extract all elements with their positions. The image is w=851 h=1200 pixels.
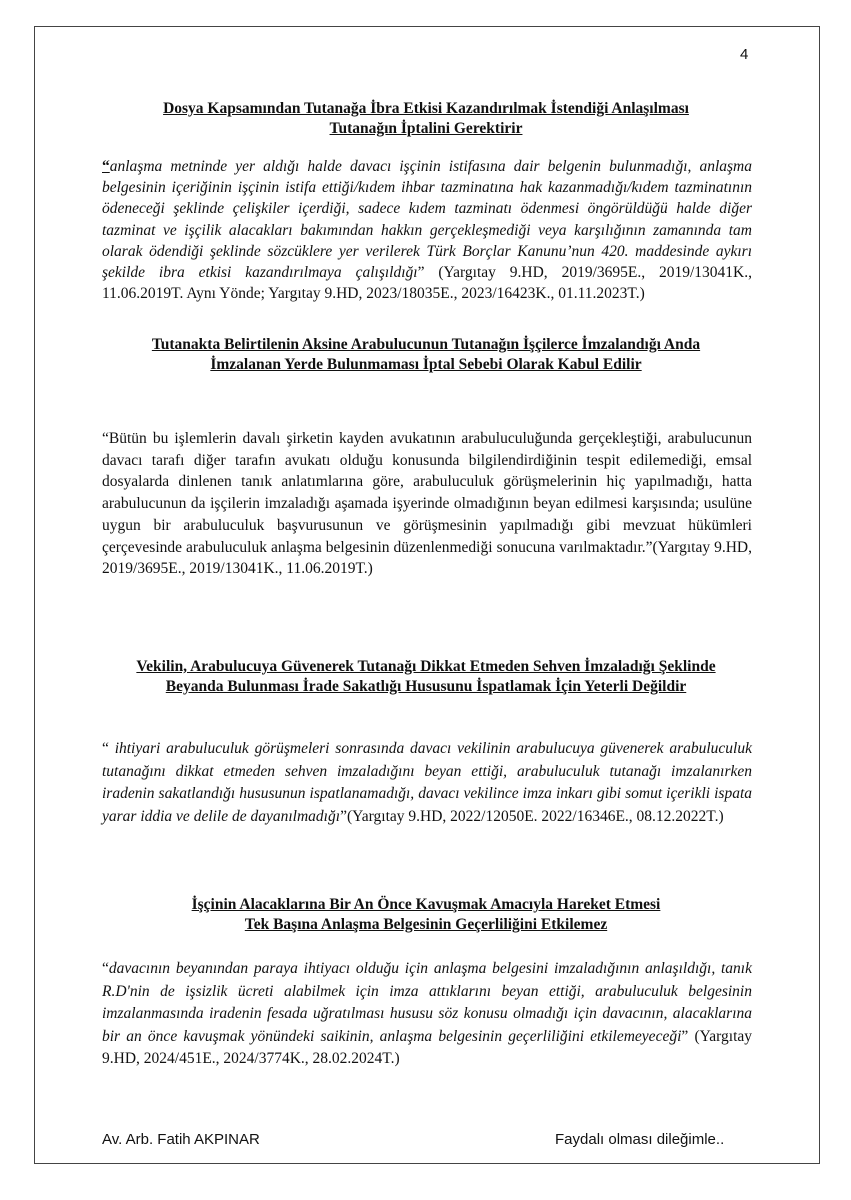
section-4-citation: ” (Yargıtay 9.HD, 2024/451E., 2024/3774K., 28.02.2024T.)	[102, 1027, 753, 1067]
section-3-citation: ”(Yargıtay 9.HD, 2022/12050E. 2022/16346E., 08.12.2022T.)	[340, 807, 724, 825]
section-4-heading-line-1: İşçinin Alacaklarına Bir An Önce Kavuşmak Amacıyla Hareket Etmesi	[191, 896, 661, 913]
section-2-text: “Bütün bu işlemlerin davalı şirketin kayden avukatının arabuluculuğunda gerçekleştiği, arabulucunun davacı tarafı diğer tarafın avukatı olduğu konusunda bilgilendirdiğinin tespit edilemediği, emsal dosyalarda dinlenen tanık anlatımlarına göre, arabuluculuk görüşmelerinin hiç yapılmadığı, hatta arabulucunun da işçilerin imzaladığı aşamada işyerinde olmadığının beyan edilmesi karşısında; usulüne uygun bir arabuluculuk başvurusunun ve görüşmesinin yapılmadığı gibi mevzuat hükümleri çerçevesinde arabuluculuk anlaşma belgesinin düzenlenmediği sonucuna varılmaktadır.”(Yargıtay 9.HD, 2019/3695E., 2019/13041K., 11.06.2019T.)	[102, 430, 752, 578]
section-1-heading-line-2: Tutanağın İptalini Gerektirir	[329, 120, 523, 137]
section-3-heading	[100, 657, 752, 697]
section-4-heading	[100, 895, 752, 935]
section-3-heading-line-2: Beyanda Bulunması İrade Sakatlığı Hususunu İspatlamak İçin Yeterli Değildir	[165, 678, 687, 695]
section-4-quote	[102, 958, 752, 1071]
section-3-heading-line-1: Vekilin, Arabulucuya Güvenerek Tutanağı Dikkat Etmeden Sehven İmzaladığı Şeklinde	[136, 658, 716, 675]
section-2-quote	[102, 428, 752, 580]
section-1-quote	[102, 156, 752, 304]
section-1-heading	[100, 99, 752, 139]
section-3-quote	[102, 738, 752, 828]
section-1-quote-open: “	[102, 158, 110, 175]
section-1-citation: ” (Yargıtay 9.HD, 2019/3695E., 2019/13041K., 11.06.2019T. Aynı Yönde; Yargıtay 9.HD, 2023/18035E., 2023/16423K., 01.11.2023T.)	[102, 264, 752, 303]
section-3-quote-open: “	[102, 740, 115, 757]
section-4-italic-text: davacının beyanından paraya ihtiyacı olduğu için anlaşma belgesini imzaladığının anlaşıldığı, tanık R.D'nin de işsizlik ücreti alabilmek için imza attıklarını beyan ettiği, arabuluculuk belgesinin imzalanmasında iradenin fesada uğratılması hususu söz konusu olmadığı için davacının, alacaklarına bir an önce kavuşmak yönündeki saikinin, anlaşma belgesinin geçerliliğini etkilemeyeceği	[102, 960, 752, 1045]
section-2-heading-line-2: İmzalanan Yerde Bulunmaması İptal Sebebi Olarak Kabul Edilir	[210, 356, 642, 373]
section-4-heading-line-2: Tek Başına Anlaşma Belgesinin Geçerliliğini Etkilemez	[244, 916, 608, 933]
section-3-italic-text: ihtiyari arabuluculuk görüşmeleri sonrasında davacı vekilinin arabulucuya güvenerek arabuluculuk tutanağını dikkat etmeden sehven imzaladığını beyan ettiği, arabuluculuk tutanağı imzalanırken iradenin sakatlandığı hususunun ispatlanamadığı, davacı vekilince imza inkarı gibi somut içerikli ispata yarar iddia ve delile de dayanılmadığı	[102, 740, 752, 825]
footer-closing: Faydalı olması dileğimle..	[555, 1131, 725, 1148]
section-1-heading-line-1: Dosya Kapsamından Tutanağa İbra Etkisi Kazandırılmak İstendiği Anlaşılması	[163, 100, 689, 117]
section-2-heading	[100, 335, 752, 375]
section-1-italic-text: anlaşma metninde yer aldığı halde davacı işçinin istifasına dair belgenin bulunmadığı, anlaşma belgesinin içeriğinin işçinin istifa ettiği/kıdem ihbar tazminatına hak kazanmadığı/kıdem tazminatının ödeneceği şeklinde çelişkiler içerdiği, sadece kıdem tazminatı ödenmesi öngörüldüğü halde diğer tazminat ve işçilik alacakları bakımından hakkın gerçekleşmediği veya karşılığının zamanında tam olarak ödendiği şeklinde sözcüklere yer verilerek Türk Borçlar Kanunu’nun 420. maddesinde aykırı şekilde ibra etkisi kazandırılmaya çalışıldığı	[102, 158, 752, 282]
section-2-heading-line-1: Tutanakta Belirtilenin Aksine Arabulucunun Tutanağın İşçilerce İmzalandığı Anda	[151, 336, 701, 353]
page-number: 4	[740, 46, 749, 63]
footer-author: Av. Arb. Fatih AKPINAR	[102, 1131, 260, 1148]
section-4-quote-open: “	[102, 960, 109, 977]
